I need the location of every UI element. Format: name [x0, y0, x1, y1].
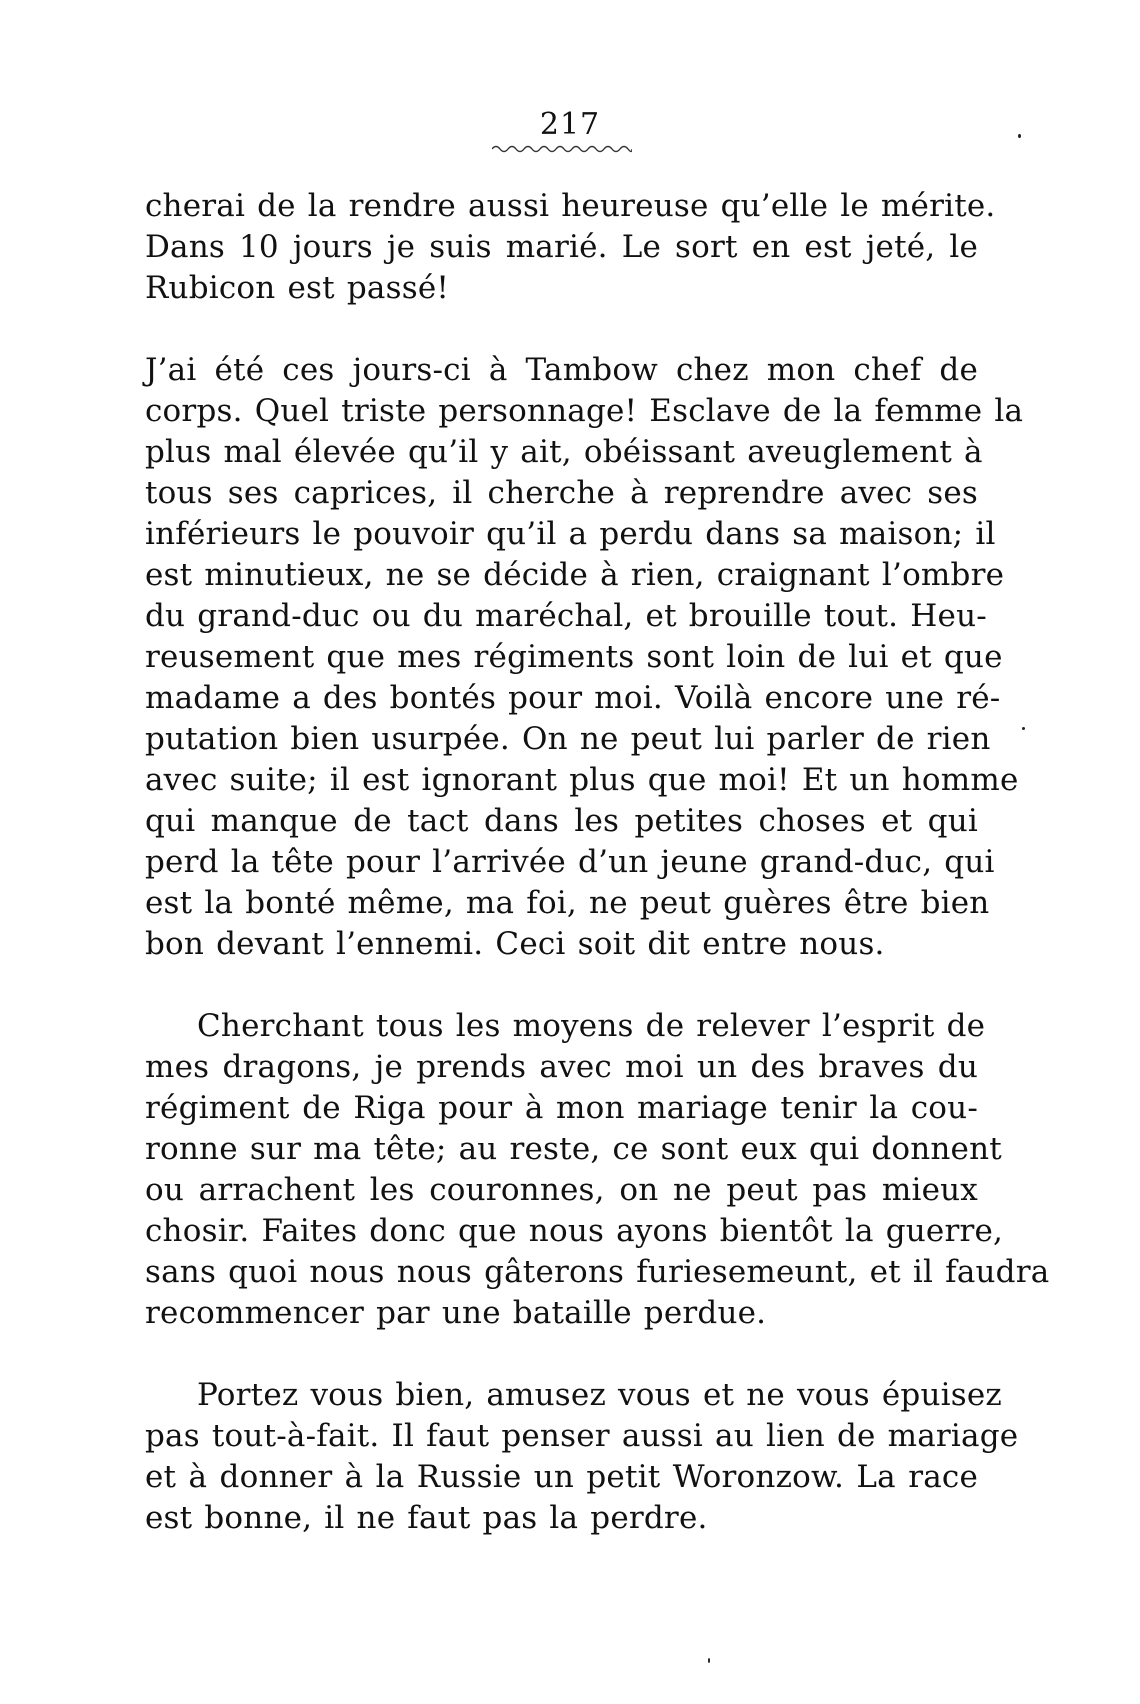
scan-speck [1022, 727, 1025, 730]
text-line: et à donner à la Russie un petit Woronzow. La race [145, 1459, 978, 1495]
text-line: pas tout-à-fait. Il faut penser aussi au lien de mariage [145, 1418, 1019, 1454]
text-line: Cherchant tous les moyens de relever l’esprit de [197, 1008, 986, 1044]
text-line: est la bonté même, ma foi, ne peut guères être bien [145, 885, 990, 921]
text-line: ou arrachent les couronnes, on ne peut pas mieux [145, 1172, 978, 1208]
text-line: plus mal élevée qu’il y ait, obéissant aveuglement à [145, 434, 983, 470]
page-number-wavy-rule [492, 143, 632, 155]
text-line: putation bien usurpée. On ne peut lui parler de rien [145, 721, 991, 757]
text-line: tous ses caprices, il cherche à reprendre avec ses [145, 475, 978, 511]
text-line: inférieurs le pouvoir qu’il a perdu dans sa maison; il [145, 516, 996, 552]
text-line: reusement que mes régiments sont loin de lui et que [145, 639, 1003, 675]
scan-speck [708, 1658, 710, 1663]
page-number: 217 [539, 107, 601, 142]
scan-speck [1018, 134, 1021, 138]
text-line: bon devant l’ennemi. Ceci soit dit entre nous. [145, 926, 885, 962]
text-line: est minutieux, ne se décide à rien, craignant l’ombre [145, 557, 1005, 593]
text-line: recommencer par une bataille perdue. [145, 1295, 767, 1331]
text-line: qui manque de tact dans les petites choses et qui [145, 803, 978, 839]
paragraph-3 [145, 1006, 1050, 1334]
paragraph-4 [145, 1375, 1019, 1539]
text-line: J’ai été ces jours-ci à Tambow chez mon chef de [145, 352, 978, 388]
text-line: régiment de Riga pour à mon mariage tenir la cou- [145, 1090, 978, 1126]
text-line: du grand-duc ou du maréchal, et brouille tout. Heu- [145, 598, 987, 634]
text-line: Rubicon est passé! [145, 270, 450, 306]
text-line: mes dragons, je prends avec moi un des braves du [145, 1049, 978, 1085]
text-line: avec suite; il est ignorant plus que moi! Et un homme [145, 762, 1019, 798]
text-line: madame a des bontés pour moi. Voilà encore une ré- [145, 680, 1001, 716]
text-line: est bonne, il ne faut pas la perdre. [145, 1500, 708, 1536]
text-line: sans quoi nous nous gâterons furiesemeunt, et il faudra [145, 1254, 1050, 1290]
text-line: perd la tête pour l’arrivée d’un jeune grand-duc, qui [145, 844, 995, 880]
body-text [145, 186, 1050, 1539]
text-line: corps. Quel triste personnage! Esclave de la femme la [145, 393, 1024, 429]
text-line: Portez vous bien, amusez vous et ne vous épuisez [197, 1377, 1002, 1413]
text-line: Dans 10 jours je suis marié. Le sort en est jeté, le [145, 229, 978, 265]
text-line: cherai de la rendre aussi heureuse qu’elle le mérite. [145, 188, 996, 224]
text-line: ronne sur ma tête; au reste, ce sont eux qui donnent [145, 1131, 1002, 1167]
text-line: chosir. Faites donc que nous ayons bientôt la guerre, [145, 1213, 1004, 1249]
paragraph-2 [145, 350, 1024, 965]
paragraph-1 [145, 186, 996, 309]
